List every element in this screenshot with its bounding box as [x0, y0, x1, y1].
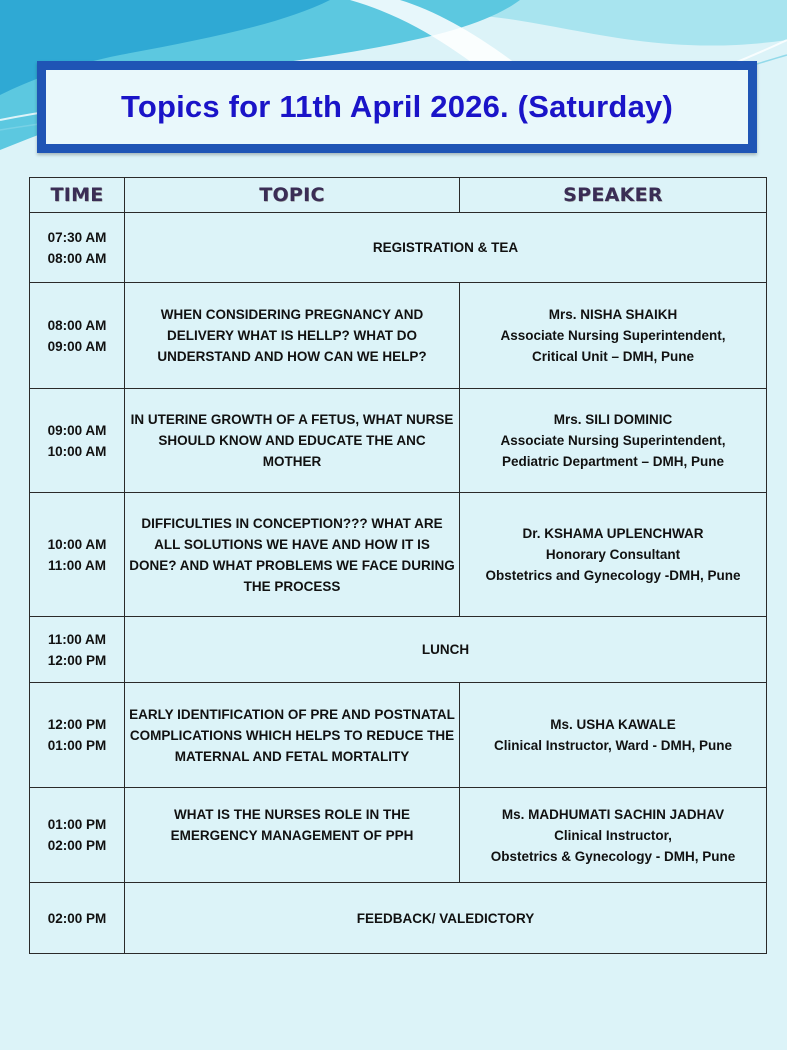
full-width-event: LUNCH	[125, 617, 767, 683]
speaker-cell: Mrs. SILI DOMINIC Associate Nursing Superintendent, Pediatric Department – DMH, Pune	[460, 389, 767, 493]
speaker-cell: Mrs. NISHA SHAIKH Associate Nursing Superintendent, Critical Unit – DMH, Pune	[460, 283, 767, 389]
topic-cell: EARLY IDENTIFICATION OF PRE AND POSTNATAL COMPLICATIONS WHICH HELPS TO REDUCE THE MATERNAL AND FETAL MORTALITY	[125, 683, 460, 788]
time-cell: 12:00 PM 01:00 PM	[30, 683, 125, 788]
speaker-cell: Dr. KSHAMA UPLENCHWAR Honorary Consultant Obstetrics and Gynecology -DMH, Pune	[460, 493, 767, 617]
header-topic: TOPIC	[125, 178, 460, 213]
page-title: Topics for 11th April 2026. (Saturday)	[121, 89, 673, 124]
time-cell: 08:00 AM 09:00 AM	[30, 283, 125, 389]
table-row	[30, 493, 767, 617]
table-row	[30, 283, 767, 389]
time-cell: 07:30 AM 08:00 AM	[30, 213, 125, 283]
topic-cell: WHAT IS THE NURSES ROLE IN THE EMERGENCY MANAGEMENT OF PPH	[125, 788, 460, 883]
table-row	[30, 213, 767, 283]
table-row	[30, 683, 767, 788]
title-banner-inner	[46, 70, 748, 144]
table-row	[30, 883, 767, 954]
time-cell: 01:00 PM 02:00 PM	[30, 788, 125, 883]
table-row	[30, 617, 767, 683]
header-speaker: SPEAKER	[460, 178, 767, 213]
table-row	[30, 389, 767, 493]
topic-cell: WHEN CONSIDERING PREGNANCY AND DELIVERY WHAT IS HELLP? WHAT DO UNDERSTAND AND HOW CAN WE HELP?	[125, 283, 460, 389]
full-width-event: FEEDBACK/ VALEDICTORY	[125, 883, 767, 954]
time-cell: 11:00 AM 12:00 PM	[30, 617, 125, 683]
agenda-table	[29, 177, 767, 954]
time-cell: 10:00 AM 11:00 AM	[30, 493, 125, 617]
title-banner	[37, 61, 757, 153]
time-cell: 09:00 AM 10:00 AM	[30, 389, 125, 493]
table-header-row	[30, 178, 767, 213]
header-time: TIME	[30, 178, 125, 213]
topic-cell: IN UTERINE GROWTH OF A FETUS, WHAT NURSE SHOULD KNOW AND EDUCATE THE ANC MOTHER	[125, 389, 460, 493]
time-cell: 02:00 PM	[30, 883, 125, 954]
speaker-cell: Ms. MADHUMATI SACHIN JADHAV Clinical Instructor, Obstetrics & Gynecology - DMH, Pune	[460, 788, 767, 883]
table-row	[30, 788, 767, 883]
topic-cell: DIFFICULTIES IN CONCEPTION??? WHAT ARE ALL SOLUTIONS WE HAVE AND HOW IT IS DONE? AND WHAT PROBLEMS WE FACE DURING THE PROCESS	[125, 493, 460, 617]
speaker-cell: Ms. USHA KAWALE Clinical Instructor, Ward - DMH, Pune	[460, 683, 767, 788]
full-width-event: REGISTRATION & TEA	[125, 213, 767, 283]
